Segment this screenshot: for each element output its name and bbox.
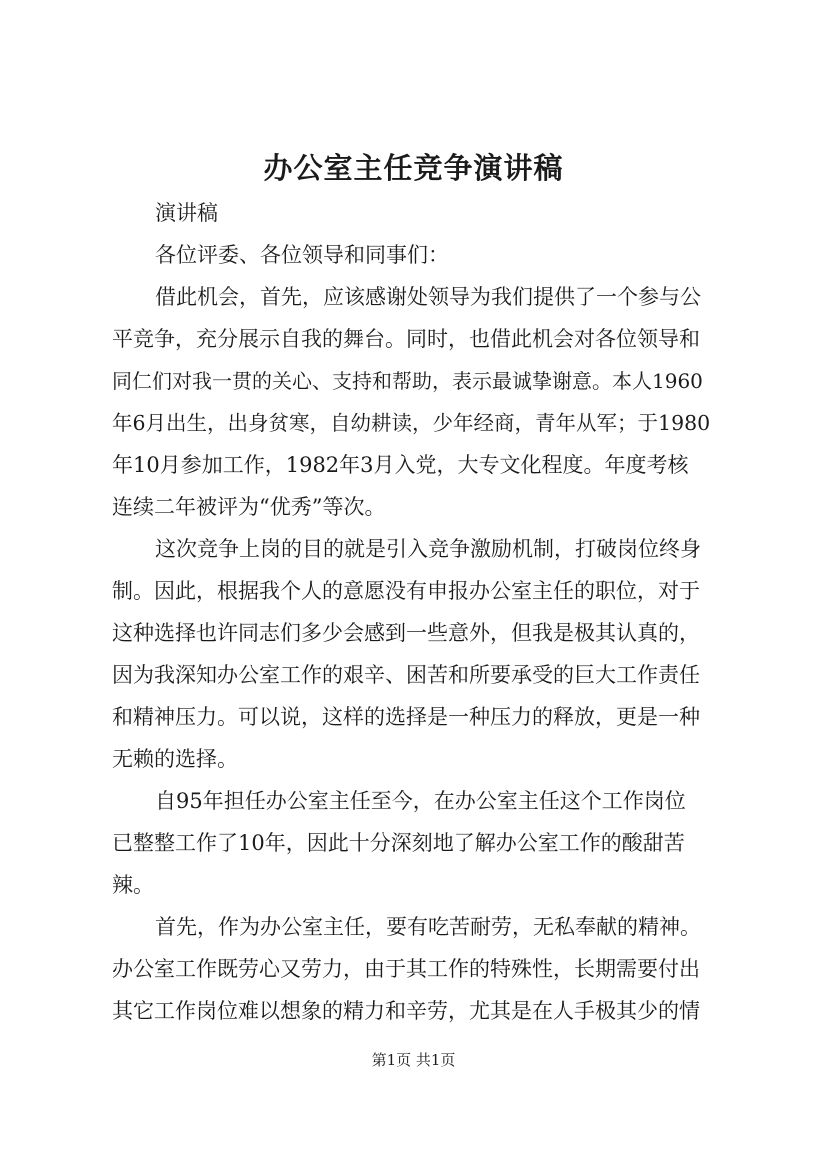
text-line-15: 自95年担任办公室主任至今，在办公室主任这个工作岗位 — [155, 789, 686, 813]
text-line-8: 连续二年被评为“优秀”等次。 — [112, 495, 386, 519]
text-line-11: 这种选择也许同志们多少会感到一些意外，但我是极其认真的， — [112, 621, 700, 645]
text-line-20: 其它工作岗位难以想象的精力和辛劳，尤其是在人手极其少的情 — [112, 999, 700, 1023]
text-line-1: 演讲稿 — [155, 201, 218, 225]
text-line-13: 和精神压力。可以说，这样的选择是一种压力的释放，更是一种 — [112, 705, 700, 729]
text-line-19: 办公室工作既劳心又劳力，由于其工作的特殊性，长期需要付出 — [112, 957, 700, 981]
text-line-10: 制。因此，根据我个人的意愿没有申报办公室主任的职位，对于 — [112, 579, 700, 603]
text-line-2: 各位评委、各位领导和同事们： — [155, 243, 449, 267]
text-line-7: 年10月参加工作，1982年3月入党，大专文化程度。年度考核 — [112, 453, 689, 477]
page-number-footer: 第1页 共1页 — [371, 1051, 456, 1069]
text-line-6: 年6月出生，出身贫寒，自幼耕读，少年经商，青年从军；于1980 — [112, 411, 711, 435]
text-line-5: 同仁们对我一贯的关心、支持和帮助，表示最诚挚谢意。本人1960 — [112, 369, 703, 393]
text-line-12: 因为我深知办公室工作的艰辛、困苦和所要承受的巨大工作责任 — [112, 663, 700, 687]
text-line-3: 借此机会，首先，应该感谢处领导为我们提供了一个参与公 — [155, 285, 701, 309]
document-title: 办公室主任竞争演讲稿 — [263, 151, 564, 185]
text-line-14: 无赖的选择。 — [112, 747, 238, 771]
text-line-4: 平竞争，充分展示自我的舞台。同时，也借此机会对各位领导和 — [112, 327, 700, 351]
text-line-18: 首先，作为办公室主任，要有吃苦耐劳，无私奉献的精神。 — [155, 915, 701, 939]
text-line-17: 辣。 — [112, 873, 154, 897]
text-line-16: 已整整工作了10年，因此十分深刻地了解办公室工作的酸甜苦 — [112, 831, 685, 855]
text-line-9: 这次竞争上岗的目的就是引入竞争激励机制，打破岗位终身 — [155, 537, 701, 561]
